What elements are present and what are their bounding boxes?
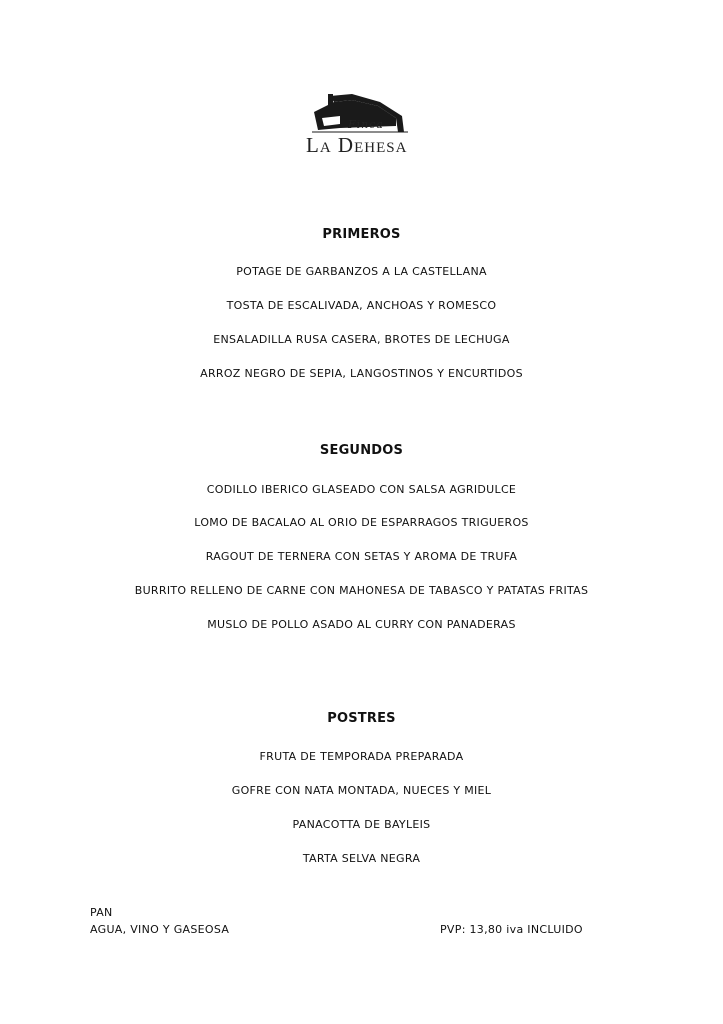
dish-item: POTAGE DE GARBANZOS A LA CASTELLANA [236,265,487,278]
footer-includes-drinks: AGUA, VINO Y GASEOSA [90,923,230,936]
section-title-postres: POSTRES [327,711,396,726]
dish-item: RAGOUT DE TERNERA CON SETAS Y AROMA DE TRUFA [205,550,518,563]
dish-item: LOMO DE BACALAO AL ORIO DE ESPARRAGOS TRIGUEROS [194,516,529,529]
brand-name: La Dehesa [306,133,408,157]
dish-item: MUSLO DE POLLO ASADO AL CURRY CON PANADERAS [207,618,516,631]
dish-item: GOFRE CON NATA MONTADA, NUECES Y MIEL [231,784,492,797]
dish-item: PANACOTTA DE BAYLEIS [292,818,431,831]
footer-includes-bread: PAN [90,906,113,919]
section-title-primeros: PRIMEROS [322,227,401,242]
brand-script: Finca [348,118,384,131]
dish-item: FRUTA DE TEMPORADA PREPARADA [259,750,464,763]
dish-item: ARROZ NEGRO DE SEPIA, LANGOSTINOS Y ENCURTIDOS [200,367,523,380]
footer-price: PVP: 13,80 iva INCLUIDO [440,923,583,936]
section-title-segundos: SEGUNDOS [319,443,404,458]
dish-item: TARTA SELVA NEGRA [302,852,421,865]
dish-item: ENSALADILLA RUSA CASERA, BROTES DE LECHUGA [213,333,510,346]
dish-item: CODILLO IBERICO GLASEADO CON SALSA AGRIDULCE [206,483,517,496]
dish-item: BURRITO RELLENO DE CARNE CON MAHONESA DE TABASCO Y PATATAS FRITAS [134,584,589,597]
brand-logo [300,88,430,168]
dish-item: TOSTA DE ESCALIVADA, ANCHOAS Y ROMESCO [226,299,497,312]
